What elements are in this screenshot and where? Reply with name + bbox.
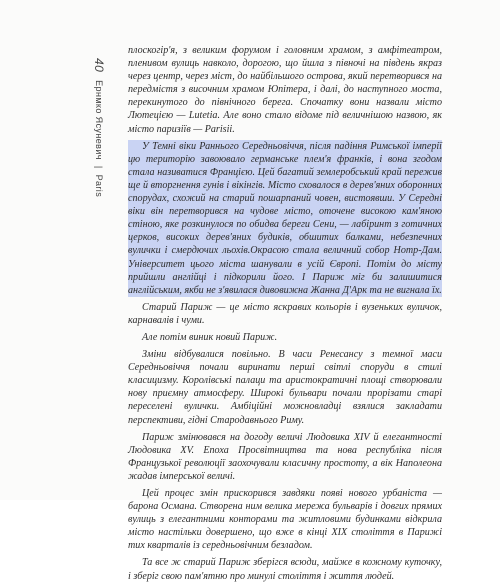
running-head: 40 Ернмко Ясуневич | Paris bbox=[92, 58, 106, 198]
paragraph: Та все ж старий Париж зберігся всюди, майже в кожному куточку, і зберіг свою пам'ятню про минулі століття і життя людей. bbox=[128, 557, 442, 582]
paragraph: Париж змінювався на догоду величі Людовика XIV й елегантності Людовика XV. Епоха Просвітництва та нова республіка після Французької революції заохочували класичну простоту, а вік Наполеона жадав імперської величі. bbox=[128, 431, 442, 482]
paragraph: Але потім виник новий Париж. bbox=[142, 331, 278, 343]
paragraph: Зміни відбувалися повільно. В часи Ренесансу з темної маси Середньовіччя почали виринати перші світлі споруди в стилі класицизму. Королівські палаци та аристократичні площі створювали нову приємну атмосферу. Широкі бульвари почали прорізати старі переселені вулички. Амбіційні можновладці взялися закладати перспективи, гідні Стародавнього Риму. bbox=[128, 349, 442, 426]
paragraph: Цей процес змін прискорився завдяки появі нового урбаніста — барона Османа. Створена ним велика мережа бульварів і довгих прямих вулиць з елегантними конторами та житловими будинками відкрила місто настільки довершено, що вже в кінці XIX століття в Парижі тих кварталів із середньовічним безладом. bbox=[128, 488, 442, 552]
running-head-title: Paris bbox=[94, 174, 104, 198]
paragraph: У Темні віки Раннього Середньовіччя, після падіння Римської імперії цю територію завоювало германське плем'я франків, і вона згодом стала називатися Францією. Цей багатий землеробський край пережив ще й вторгнення гунів і вікінгів. Місто сховалося в дерев'яних оборонних спорудах, схожий на старий пошарпаний човен, вистоявши. У Середні віки він перетворився на чудове місто, оточене високою кам'яною стіною, яке розкинулося по обидва береги Сени, — лабіринт з готичних церков, високих дерев'яних будиків, обшитих балками, небезпечних вулички і смердючих льохів.Окрасою стала величний собор Нотр-Дам. Університет цього міста шанували в усій Європі. Потім до місту прийшли англійці і підкорили його. І Париж міг би залишитися англійським, якби не з'явилася дивовижна Жанна Д'Арк та не вигнала їх. bbox=[128, 140, 442, 296]
page-number: 40 bbox=[92, 58, 106, 73]
running-head-author: Ернмко Ясуневич bbox=[94, 80, 104, 160]
paragraph: Старий Париж — це місто яскравих кольорів і вузеньких вуличок, карнавалів і чуми. bbox=[128, 301, 442, 326]
body-text bbox=[128, 44, 442, 587]
paragraph: плоскогір'я, з великим форумом і головним храмом, з амфітеатром, пленивом вулиць навколо, дорогою, що йшла з півночі на південь якраз через центр, через міст, до найбільшого острова, який перетворився на передмістя з височним храмом Юпітера, і далі, до наступного моста, перекинутого до північного берега. Спочатку вони назвали місто Лютецією — Lutetia. Але воно стало відоме під величнішою назвою, як місто паризіїв — Parisii. bbox=[128, 45, 442, 135]
